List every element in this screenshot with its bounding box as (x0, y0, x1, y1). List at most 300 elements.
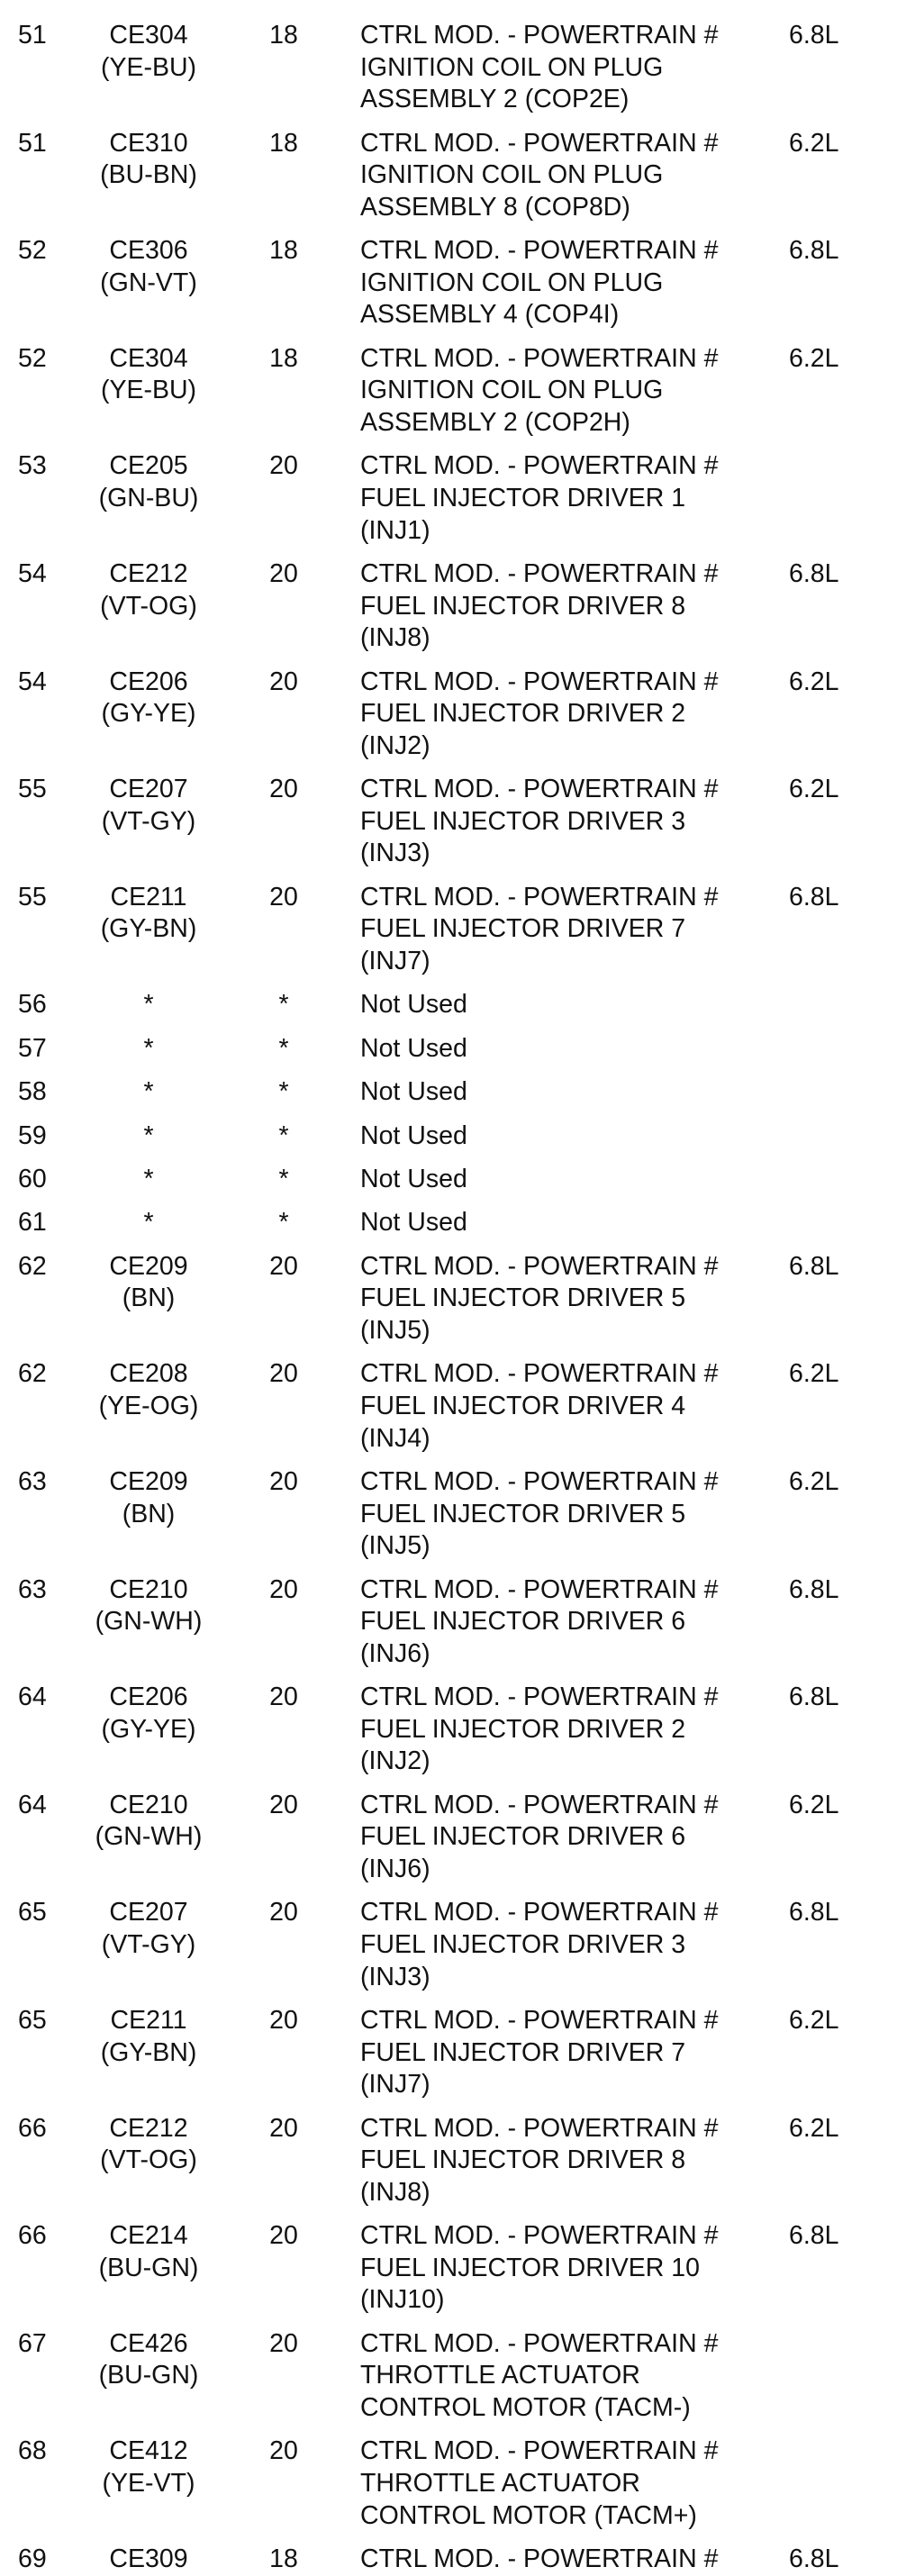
circuit-code-line: (GN-VT) (100, 268, 197, 297)
pin-number-line: 68 (18, 2436, 47, 2466)
circuit-code-line: (GN-WH) (95, 1822, 203, 1852)
pin-row (0, 2435, 897, 2532)
pin-number (18, 558, 63, 591)
circuit-code (72, 1682, 225, 1746)
circuit-code-line: CE306 (109, 236, 188, 266)
wire-gauge-line: 20 (269, 2113, 298, 2143)
circuit-code (72, 1251, 225, 1315)
pin-row (0, 20, 897, 116)
circuit-code-line: CE207 (109, 775, 188, 804)
pin-row (0, 1164, 897, 1196)
circuit-code-line: CE211 (110, 882, 187, 912)
pin-number (18, 1076, 63, 1109)
engine-variant-line: 6.8L (789, 1683, 839, 1712)
pin-number (18, 1897, 63, 1929)
pin-number-line: 57 (18, 1033, 47, 1063)
wire-gauge (252, 667, 315, 699)
circuit-code-line: (GN-BU) (98, 483, 199, 512)
circuit-code-line: CE210 (109, 1790, 188, 1819)
circuit-code-line: CE304 (109, 343, 188, 373)
wire-gauge-line: 20 (269, 2436, 298, 2466)
circuit-code (72, 882, 225, 946)
circuit-code-line: CE212 (109, 559, 188, 588)
circuit-function-line: CTRL MOD. - POWERTRAIN # (360, 882, 719, 912)
pin-number-line: 55 (18, 775, 47, 804)
circuit-function-line: FUEL INJECTOR DRIVER 10 (360, 2253, 700, 2282)
circuit-function-line: FUEL INJECTOR DRIVER 4 (360, 1391, 686, 1420)
circuit-code (72, 2220, 225, 2284)
pin-number-line: 64 (18, 1790, 47, 1819)
engine-variant (789, 2113, 879, 2145)
pin-number-line: 65 (18, 2006, 47, 2035)
pin-number (18, 128, 63, 160)
engine-variant (789, 667, 879, 699)
circuit-function (360, 882, 784, 978)
pin-number-line: 69 (18, 2544, 47, 2573)
circuit-function-line: (INJ4) (360, 1423, 430, 1453)
wire-gauge (252, 2435, 315, 2468)
circuit-function-line: CTRL MOD. - POWERTRAIN # (360, 1359, 719, 1389)
engine-variant (789, 235, 879, 268)
wire-gauge-line: 20 (269, 451, 298, 481)
circuit-function-line: THROTTLE ACTUATOR (360, 2468, 640, 2498)
pin-row (0, 774, 897, 870)
pin-row (0, 2328, 897, 2425)
circuit-function-line: FUEL INJECTOR DRIVER 5 (360, 1499, 686, 1528)
circuit-function-line: CTRL MOD. - POWERTRAIN # (360, 2006, 719, 2035)
pin-number (18, 1790, 63, 1822)
circuit-function-line: CTRL MOD. - POWERTRAIN # (360, 343, 719, 373)
wire-gauge (252, 882, 315, 914)
circuit-function-line: (INJ2) (360, 1746, 430, 1776)
pin-number (18, 1574, 63, 1607)
pin-number (18, 235, 63, 268)
engine-variant-line: 6.2L (789, 343, 839, 373)
circuit-function (360, 1682, 784, 1778)
engine-variant-line: 6.2L (789, 1790, 839, 1819)
circuit-function-line: CTRL MOD. - POWERTRAIN # (360, 775, 719, 804)
circuit-function (360, 20, 784, 116)
circuit-code-line: CE207 (109, 1898, 188, 1927)
circuit-function-line: FUEL INJECTOR DRIVER 6 (360, 1822, 686, 1852)
circuit-function (360, 1251, 784, 1347)
circuit-code (72, 2435, 225, 2499)
engine-variant (789, 1790, 879, 1822)
circuit-code-line: (VT-GY) (101, 1929, 196, 1959)
circuit-code-line: (BU-GN) (98, 2253, 199, 2282)
pin-row (0, 1466, 897, 1563)
wire-gauge (252, 2220, 315, 2253)
circuit-function-line: FUEL INJECTOR DRIVER 7 (360, 914, 686, 944)
wire-gauge (252, 1033, 315, 1066)
pin-row (0, 1790, 897, 1886)
pin-number (18, 343, 63, 376)
circuit-function-line: FUEL INJECTOR DRIVER 7 (360, 2037, 686, 2067)
pin-number (18, 1033, 63, 1066)
wire-gauge-line: * (278, 1033, 289, 1063)
pin-number (18, 2220, 63, 2253)
wire-gauge-line: 20 (269, 1683, 298, 1712)
circuit-function-line: (INJ8) (360, 623, 430, 653)
circuit-function-line: CTRL MOD. - POWERTRAIN # (360, 236, 719, 266)
circuit-code-line: CE205 (109, 451, 188, 481)
wire-gauge-line: 20 (269, 1467, 298, 1496)
circuit-function-line: CTRL MOD. - POWERTRAIN # (360, 2544, 719, 2573)
pin-number (18, 667, 63, 699)
engine-variant-line: 6.2L (789, 2006, 839, 2035)
circuit-function-line: CTRL MOD. - POWERTRAIN # (360, 667, 719, 696)
circuit-function-line: FUEL INJECTOR DRIVER 8 (360, 2145, 686, 2175)
circuit-function-line: (INJ7) (360, 946, 430, 975)
circuit-code-line: (BU-GN) (98, 2361, 199, 2390)
circuit-function-line: FUEL INJECTOR DRIVER 3 (360, 1929, 686, 1959)
circuit-function (360, 1358, 784, 1455)
wire-gauge (252, 1358, 315, 1391)
circuit-function-line: IGNITION COIL ON PLUG (360, 160, 664, 190)
circuit-function-line: (INJ7) (360, 2070, 430, 2100)
pin-number (18, 450, 63, 483)
circuit-function-line: (INJ5) (360, 1531, 430, 1561)
pin-number-line: 54 (18, 667, 47, 696)
circuit-function (360, 1164, 784, 1196)
wire-gauge-line: * (278, 1208, 289, 1238)
circuit-code-line: (BN) (122, 1283, 176, 1313)
circuit-function-line: (INJ10) (360, 2285, 445, 2315)
circuit-code-line: CE208 (109, 1359, 188, 1389)
engine-variant (789, 882, 879, 914)
wire-gauge-line: * (278, 1120, 289, 1150)
circuit-function-line: ASSEMBLY 2 (COP2E) (360, 85, 630, 114)
circuit-function (360, 450, 784, 547)
engine-variant (789, 1251, 879, 1283)
engine-variant (789, 1682, 879, 1714)
circuit-code (72, 1358, 225, 1422)
engine-variant-line: 6.8L (789, 882, 839, 912)
circuit-code (72, 989, 225, 1021)
wire-gauge-line: * (278, 1165, 289, 1193)
pin-number (18, 2328, 63, 2361)
wire-gauge (252, 1120, 315, 1153)
pin-number-line: 65 (18, 1898, 47, 1927)
wire-gauge (252, 558, 315, 591)
pin-number-line: 58 (18, 1077, 47, 1107)
circuit-function-line: (INJ8) (360, 2177, 430, 2207)
pin-number-line: 55 (18, 882, 47, 912)
circuit-function-line: IGNITION COIL ON PLUG (360, 52, 664, 82)
wire-gauge (252, 2328, 315, 2361)
circuit-code (72, 2113, 225, 2177)
pin-number-line: 61 (18, 1208, 47, 1238)
pin-row (0, 2220, 897, 2317)
pin-row (0, 235, 897, 331)
pin-row (0, 1076, 897, 1109)
pin-number-line: 51 (18, 128, 47, 158)
pin-number (18, 1120, 63, 1153)
circuit-function (360, 1076, 784, 1109)
pin-number (18, 2005, 63, 2037)
circuit-function-line: CTRL MOD. - POWERTRAIN # (360, 1790, 719, 1819)
wire-gauge (252, 1251, 315, 1283)
wire-gauge-line: 20 (269, 882, 298, 912)
circuit-function (360, 1897, 784, 1993)
pin-number (18, 20, 63, 52)
circuit-function (360, 2328, 784, 2425)
circuit-code-line: * (143, 1033, 154, 1063)
pin-row (0, 1358, 897, 1455)
engine-variant-line: 6.8L (789, 21, 839, 50)
circuit-code (72, 343, 225, 407)
circuit-code-line: * (143, 1165, 154, 1193)
engine-variant-line: 6.8L (789, 2221, 839, 2251)
circuit-code-line: (YE-VT) (102, 2468, 195, 2498)
wire-gauge (252, 1897, 315, 1929)
engine-variant (789, 1466, 879, 1499)
engine-variant (789, 2005, 879, 2037)
circuit-code-line: CE206 (109, 667, 188, 696)
pin-number-line: 64 (18, 1683, 47, 1712)
pin-row (0, 2113, 897, 2209)
circuit-code (72, 2544, 225, 2576)
circuit-function-line: FUEL INJECTOR DRIVER 5 (360, 1283, 686, 1313)
circuit-function-line: (INJ3) (360, 839, 430, 868)
circuit-code (72, 450, 225, 514)
circuit-function-line: CTRL MOD. - POWERTRAIN # (360, 1467, 719, 1496)
circuit-function-line: FUEL INJECTOR DRIVER 2 (360, 1714, 686, 1744)
pin-number-line: 52 (18, 343, 47, 373)
wire-gauge (252, 20, 315, 52)
circuit-code-line: (YE-OG) (98, 1391, 199, 1420)
wire-gauge-line: 20 (269, 1898, 298, 1927)
pin-row (0, 343, 897, 440)
pin-row (0, 2005, 897, 2101)
circuit-code-line: (GN-WH) (95, 1607, 203, 1637)
pin-number (18, 1466, 63, 1499)
circuit-function (360, 1790, 784, 1886)
circuit-code (72, 667, 225, 730)
circuit-function-line: IGNITION COIL ON PLUG (360, 268, 664, 297)
circuit-code-line: CE309 (109, 2544, 188, 2573)
pin-number-line: 63 (18, 1574, 47, 1604)
engine-variant-line: 6.8L (789, 2544, 839, 2573)
wire-gauge (252, 235, 315, 268)
wire-gauge-line: 20 (269, 2328, 298, 2358)
circuit-function (360, 343, 784, 440)
circuit-function (360, 774, 784, 870)
pin-row (0, 1574, 897, 1671)
pin-number-line: 66 (18, 2221, 47, 2251)
engine-variant (789, 2544, 879, 2576)
pin-number-line: 56 (18, 990, 47, 1020)
circuit-function (360, 2544, 784, 2576)
circuit-code-line: CE206 (109, 1683, 188, 1712)
circuit-function-line: CTRL MOD. - POWERTRAIN # (360, 1898, 719, 1927)
circuit-code (72, 1076, 225, 1109)
circuit-function (360, 235, 784, 331)
pin-row (0, 128, 897, 224)
circuit-function-line: Not Used (360, 1077, 467, 1107)
circuit-function-line: (INJ1) (360, 515, 430, 545)
pin-number (18, 989, 63, 1021)
pin-row (0, 450, 897, 547)
wire-gauge (252, 774, 315, 806)
circuit-code-line: (VT-OG) (100, 591, 197, 621)
circuit-code-line: (VT-OG) (100, 2145, 197, 2175)
circuit-code-line: * (143, 1077, 154, 1107)
circuit-function-line: CTRL MOD. - POWERTRAIN # (360, 2221, 719, 2251)
circuit-function-line: ASSEMBLY 8 (COP8D) (360, 192, 630, 222)
wire-gauge-line: 20 (269, 775, 298, 804)
engine-variant-line: 6.8L (789, 1574, 839, 1604)
pin-number-line: 59 (18, 1120, 47, 1150)
wire-gauge (252, 2113, 315, 2145)
circuit-function-line: CTRL MOD. - POWERTRAIN # (360, 1683, 719, 1712)
wire-gauge (252, 2544, 315, 2576)
circuit-code (72, 1790, 225, 1854)
circuit-code (72, 774, 225, 838)
circuit-function-line: Not Used (360, 1033, 467, 1063)
circuit-function (360, 558, 784, 655)
wire-gauge (252, 989, 315, 1021)
circuit-function-line: THROTTLE ACTUATOR (360, 2361, 640, 2390)
wire-gauge (252, 1574, 315, 1607)
circuit-code-line: * (143, 990, 154, 1020)
engine-variant-line: 6.2L (789, 128, 839, 158)
pin-number (18, 1358, 63, 1391)
circuit-function (360, 1574, 784, 1671)
engine-variant-line: 6.8L (789, 559, 839, 588)
pin-number-line: 51 (18, 21, 47, 50)
circuit-function-line: FUEL INJECTOR DRIVER 1 (360, 483, 686, 512)
engine-variant-line: 6.8L (789, 1898, 839, 1927)
pin-number (18, 1251, 63, 1283)
circuit-function (360, 2005, 784, 2101)
circuit-function (360, 2113, 784, 2209)
circuit-code-line: (GY-BN) (100, 914, 197, 944)
wire-gauge-line: * (278, 990, 289, 1020)
circuit-function-line: CTRL MOD. - POWERTRAIN # (360, 2113, 719, 2143)
wire-gauge (252, 1076, 315, 1109)
pin-row (0, 989, 897, 1021)
pin-row (0, 1207, 897, 1239)
engine-variant (789, 128, 879, 160)
pin-number-line: 67 (18, 2328, 47, 2358)
wire-gauge-line: 20 (269, 667, 298, 696)
wire-gauge-line: 20 (269, 559, 298, 588)
circuit-function (360, 2435, 784, 2532)
circuit-code (72, 558, 225, 622)
circuit-code-line: CE211 (110, 2006, 187, 2035)
circuit-code-line: CE310 (109, 128, 188, 158)
circuit-code-line: (YE-BU) (100, 52, 197, 82)
wire-gauge-line: 18 (269, 236, 298, 266)
circuit-function-line: (INJ2) (360, 730, 430, 760)
circuit-code (72, 20, 225, 84)
circuit-code (72, 1574, 225, 1638)
circuit-code-line: CE210 (109, 1574, 188, 1604)
circuit-code (72, 1033, 225, 1066)
pin-row (0, 1251, 897, 1347)
pin-row (0, 667, 897, 763)
circuit-function (360, 667, 784, 763)
circuit-code-line: CE209 (109, 1467, 188, 1496)
circuit-function-line: ASSEMBLY 2 (COP2H) (360, 407, 630, 437)
circuit-function-line: CTRL MOD. - POWERTRAIN # (360, 1251, 719, 1281)
pin-number (18, 2113, 63, 2145)
circuit-code (72, 1207, 225, 1239)
circuit-function-line: ASSEMBLY 4 (COP4I) (360, 300, 620, 330)
circuit-code-line: CE304 (109, 21, 188, 50)
engine-variant (789, 1897, 879, 1929)
pin-row (0, 2544, 897, 2576)
pin-number-line: 62 (18, 1251, 47, 1281)
wire-gauge-line: 18 (269, 2544, 298, 2573)
pin-number-line: 53 (18, 451, 47, 481)
circuit-function (360, 1120, 784, 1153)
pin-number (18, 1207, 63, 1239)
engine-variant (789, 2220, 879, 2253)
engine-variant-line: 6.2L (789, 2113, 839, 2143)
engine-variant-line: 6.2L (789, 775, 839, 804)
pin-number-line: 62 (18, 1359, 47, 1389)
wire-gauge-line: 20 (269, 2221, 298, 2251)
circuit-function-line: CTRL MOD. - POWERTRAIN # (360, 21, 719, 50)
wire-gauge-line: 20 (269, 2006, 298, 2035)
circuit-code-line: * (143, 1208, 154, 1238)
circuit-function-line: (INJ5) (360, 1315, 430, 1345)
pin-row (0, 1897, 897, 1993)
circuit-function-line: FUEL INJECTOR DRIVER 6 (360, 1607, 686, 1637)
engine-variant-line: 6.2L (789, 1359, 839, 1389)
engine-variant (789, 343, 879, 376)
circuit-code (72, 128, 225, 192)
circuit-code-line: (BN) (122, 1499, 176, 1528)
wire-gauge (252, 1466, 315, 1499)
pin-number (18, 882, 63, 914)
wire-gauge (252, 1207, 315, 1239)
wire-gauge (252, 1164, 315, 1196)
pin-number-line: 52 (18, 236, 47, 266)
circuit-code (72, 1120, 225, 1153)
circuit-function-line: CTRL MOD. - POWERTRAIN # (360, 1574, 719, 1604)
engine-variant (789, 20, 879, 52)
wire-gauge (252, 2005, 315, 2037)
engine-variant (789, 1574, 879, 1607)
wire-gauge-line: 20 (269, 1790, 298, 1819)
circuit-function-line: (INJ6) (360, 1854, 430, 1883)
circuit-function-line: CONTROL MOTOR (TACM+) (360, 2500, 697, 2530)
wire-gauge-line: * (278, 1077, 289, 1107)
circuit-function (360, 2220, 784, 2317)
pin-number-line: 60 (18, 1165, 47, 1193)
pin-row (0, 882, 897, 978)
circuit-code-line: CE214 (109, 2221, 188, 2251)
engine-variant-line: 6.8L (789, 236, 839, 266)
wire-gauge-line: 18 (269, 21, 298, 50)
circuit-code (72, 1164, 225, 1196)
circuit-function-line: FUEL INJECTOR DRIVER 2 (360, 699, 686, 729)
circuit-function-line: FUEL INJECTOR DRIVER 3 (360, 806, 686, 836)
circuit-function-line: Not Used (360, 1165, 467, 1193)
pin-number (18, 774, 63, 806)
circuit-code-line: (GY-YE) (101, 1714, 196, 1744)
circuit-function-line: CTRL MOD. - POWERTRAIN # (360, 451, 719, 481)
pin-row (0, 1682, 897, 1778)
pin-number-line: 63 (18, 1467, 47, 1496)
pin-number-line: 54 (18, 559, 47, 588)
circuit-code (72, 1897, 225, 1961)
engine-variant (789, 774, 879, 806)
circuit-function-line: CTRL MOD. - POWERTRAIN # (360, 559, 719, 588)
